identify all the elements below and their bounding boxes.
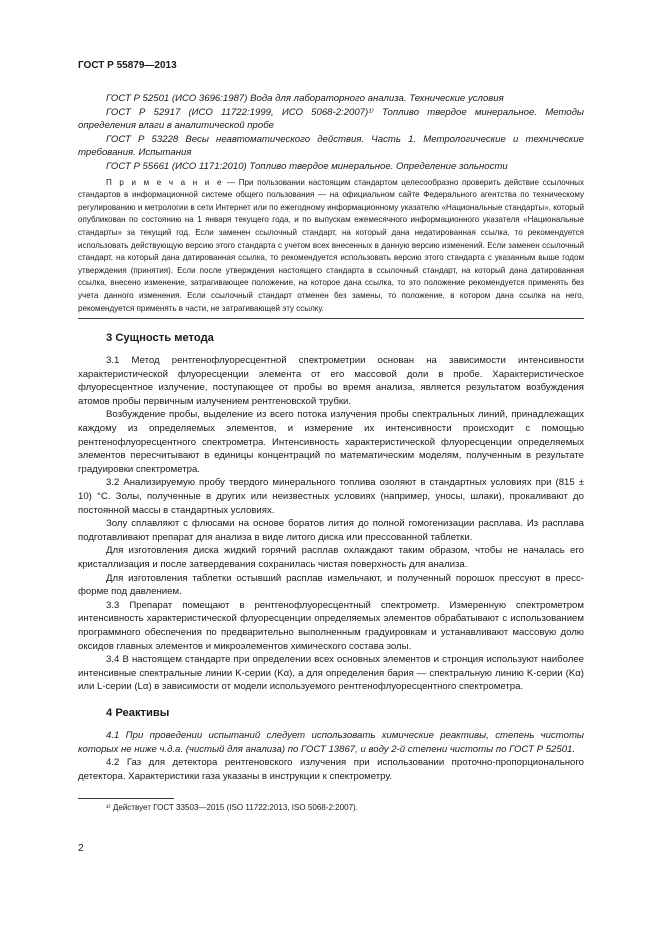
section-4-title: 4 Реактивы bbox=[106, 706, 170, 719]
paragraph: 4.2 Газ для детектора рентгеновского излучения при использовании проточно-пропорционального детектора. Характеристики газа указаны в инструкции к спектрометру. bbox=[78, 757, 584, 782]
reference-item: ГОСТ Р 52917 (ИСО 11722:1999, ИСО 5068-2:2007)¹⁾ Топливо твердое минеральное. Методы определения влаги в аналитической пробе bbox=[78, 106, 584, 132]
reference-item: ГОСТ Р 55661 (ИСО 1171:2010) Топливо твердое минеральное. Определение зольности bbox=[106, 160, 508, 172]
reference-item: ГОСТ Р 53228 Весы неавтоматического действия. Часть 1. Метрологические и технические требования. Испытания bbox=[78, 133, 584, 159]
paragraph: 3.2 Анализируемую пробу твердого минерального топлива озоляют в стандартных условиях при (815 ± 10) °С. Золы, полученные в других или неизвестных условиях (например, уносы, шлаки), прокаливают до постоянной массы в стандартных условиях. bbox=[78, 477, 584, 516]
document-page bbox=[78, 60, 584, 814]
section-3-title: 3 Сущность метода bbox=[106, 332, 214, 345]
paragraph: 3.1 Метод рентгенофлуоресцентной спектрометрии основан на зависимости интенсивности характеристической флуоресценции элемента от его массовой доли в пробе. Характеристическое флуоресцентное излучение, поступающее от пробы во время анализа, является результатом возбуждения атомов пробы первичным излучением рентгеновской трубки. bbox=[78, 355, 584, 407]
footnote-divider bbox=[78, 798, 174, 799]
paragraph: Для изготовления таблетки остывший расплав измельчают, и полученный порошок прессуют в пресс-форме под давлением. bbox=[78, 572, 584, 598]
footnote: ¹⁾ Действует ГОСТ 33503—2015 (ISO 11722:2013, ISO 5068-2:2007). bbox=[106, 803, 358, 813]
paragraph: Для изготовления диска жидкий горячий расплав охлаждают таким образом, чтобы не началась его кристаллизация и после затвердевания сохранилась чистая поверхность для анализа. bbox=[78, 545, 584, 570]
paragraph: Возбуждение пробы, выделение из всего потока излучения пробы спектральных линий, принадлежащих каждому из определяемых элементов, и измерение их интенсивности происходит с помощью рентгенофлуоресцентного спектрометра. Интенсивность характеристической флуоресценции определяемых элементов пересчитывают в единицы концентраций по математическим моделям, полученным в результате градуировки спектрометра. bbox=[78, 409, 584, 475]
paragraph: 3.4 В настоящем стандарте при определении всех основных элементов и стронция используют наиболее интенсивные спектральные линии K-серии (Kα), а для определения бария — спектральную линию K-серии (Kα) или L-серии (Lα) в зависимости от модели используемого рентгенофлуоресцентного спектрометра. bbox=[78, 654, 584, 693]
note-label: П р и м е ч а н и е bbox=[106, 177, 224, 187]
normative-references bbox=[78, 92, 584, 174]
note-text: — При пользовании настоящим стандартом целесообразно проверить действие ссылочных стандартов в информационной системе общего пользования — на официальном сайте Федерального агентства по техническому регулированию и метрологии в сети Интернет или по ежегодному информационному указателю «Национальные стандарты», который опубликован по состоянию на 1 января текущего года, и по выпускам ежемесячного информационного указателя «Национальные стандарты» за текущий год. Если заменен ссылочный стандарт, на который дана недатированная ссылка, то рекомендуется использовать действующую версию этого стандарта с учетом всех внесенных в данную версию изменений. Если заменен ссылочный стандарт, на который дана датированная ссылка, то рекомендуется использовать версию этого стандарта с указанным выше годом утверждения (принятия). Если после утверждения настоящего стандарта в ссылочный стандарт, на который дана датированная ссылка, внесено изменение, затрагивающее положение, на которое дана ссылка, то это положение рекомендуется применять без учета данного изменения. Если ссылочный стандарт отменен без замены, то положение, в котором дана ссылка на него, рекомендуется применять в части, не затрагивающей эту ссылку. bbox=[78, 177, 584, 313]
paragraph: Золу сплавляют с флюсами на основе боратов лития до полной гомогенизации расплава. Из расплава подготавливают препарат для анализа в виде литого диска или прессованной таблетки. bbox=[78, 518, 584, 543]
reference-item: ГОСТ Р 52501 (ИСО 3696:1987) Вода для лабораторного анализа. Технические условия bbox=[106, 93, 504, 104]
page-number: 2 bbox=[78, 843, 84, 854]
note-block bbox=[78, 177, 584, 320]
paragraph: 3.3 Препарат помещают в рентгенофлуоресцентный спектрометр. Измеренную спектрометром интенсивность характеристической флуоресценции определяемых элементов обрабатывают с использованием программного обеспечения по предварительно выполненным градуировкам и устанавливают массовую долю оксидов главных элементов и микроэлементов химического состава золы. bbox=[78, 599, 584, 652]
paragraph: 4.1 При проведении испытаний следует использовать химические реактивы, степень чистоты которых не ниже ч.д.а. (чистый для анализа) по ГОСТ 13867, и воду 2-й степени чистоты по ГОСТ Р 52501. bbox=[78, 729, 584, 755]
standard-header: ГОСТ Р 55879—2013 bbox=[78, 60, 177, 71]
